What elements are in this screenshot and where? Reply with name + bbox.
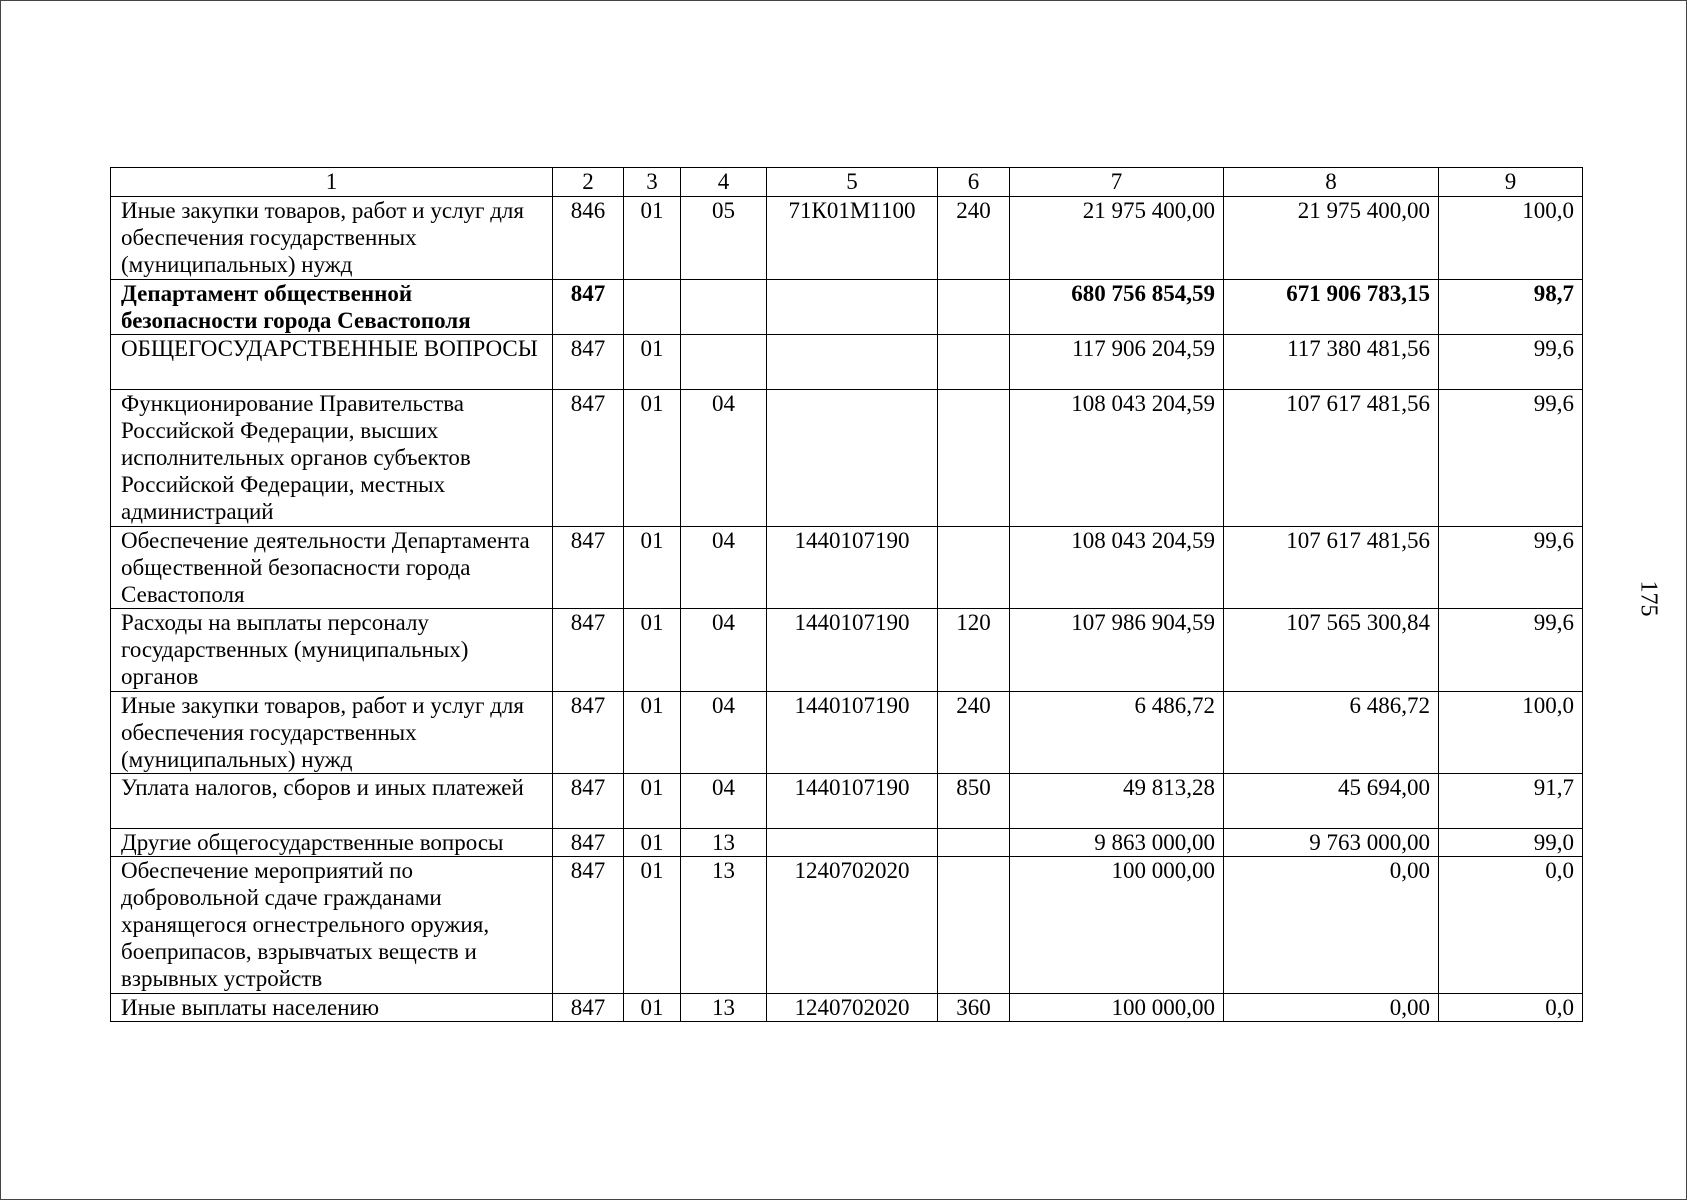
table-row (111, 280, 1583, 335)
actual-amount-cell: 671 906 783,15 (1224, 280, 1439, 335)
actual-amount-cell: 0,00 (1224, 994, 1439, 1022)
target-article-cell: 1440107190 (767, 692, 938, 774)
ministry-code-cell: 847 (553, 527, 624, 609)
subsection-code-cell: 13 (681, 994, 767, 1022)
expense-type-cell: 850 (938, 774, 1010, 829)
planned-amount-cell: 21 975 400,00 (1010, 197, 1224, 280)
actual-amount-cell: 107 617 481,56 (1224, 390, 1439, 527)
planned-amount-cell: 680 756 854,59 (1010, 280, 1224, 335)
percent-cell: 99,6 (1439, 609, 1583, 692)
table-row (111, 390, 1583, 527)
planned-amount-cell: 108 043 204,59 (1010, 527, 1224, 609)
expense-type-cell (938, 527, 1010, 609)
ministry-code-cell: 847 (553, 994, 624, 1022)
section-code-cell: 01 (624, 692, 681, 774)
percent-cell: 99,0 (1439, 829, 1583, 857)
budget-execution-table (110, 167, 1583, 1022)
subsection-code-cell (681, 280, 767, 335)
section-code-cell: 01 (624, 829, 681, 857)
actual-amount-cell: 6 486,72 (1224, 692, 1439, 774)
subsection-code-cell: 04 (681, 390, 767, 527)
ministry-code-cell: 847 (553, 829, 624, 857)
expense-type-cell (938, 390, 1010, 527)
header-cell: 4 (681, 168, 767, 197)
ministry-code-cell: 846 (553, 197, 624, 280)
table-row (111, 774, 1583, 829)
planned-amount-cell: 49 813,28 (1010, 774, 1224, 829)
actual-amount-cell: 107 565 300,84 (1224, 609, 1439, 692)
table-row (111, 335, 1583, 390)
header-cell: 5 (767, 168, 938, 197)
target-article-cell: 1440107190 (767, 774, 938, 829)
planned-amount-cell: 100 000,00 (1010, 857, 1224, 994)
row-name-cell: ОБЩЕГОСУДАРСТВЕННЫЕ ВОПРОСЫ (111, 335, 553, 390)
ministry-code-cell: 847 (553, 609, 624, 692)
expense-type-cell (938, 857, 1010, 994)
ministry-code-cell: 847 (553, 774, 624, 829)
target-article-cell (767, 335, 938, 390)
percent-cell: 99,6 (1439, 335, 1583, 390)
subsection-code-cell (681, 335, 767, 390)
percent-cell: 0,0 (1439, 857, 1583, 994)
row-name-cell: Иные выплаты населению (111, 994, 553, 1022)
page-number: 175 (1635, 580, 1662, 617)
actual-amount-cell: 0,00 (1224, 857, 1439, 994)
planned-amount-cell: 107 986 904,59 (1010, 609, 1224, 692)
header-cell: 2 (553, 168, 624, 197)
percent-cell: 91,7 (1439, 774, 1583, 829)
planned-amount-cell: 9 863 000,00 (1010, 829, 1224, 857)
percent-cell: 100,0 (1439, 197, 1583, 280)
subsection-code-cell: 04 (681, 774, 767, 829)
row-name-cell: Департамент общественной безопасности города Севастополя (111, 280, 553, 335)
row-name-cell: Функционирование Правительства Российской Федерации, высших исполнительных органов субъектов Российской Федерации, местных администраций (111, 390, 553, 527)
actual-amount-cell: 21 975 400,00 (1224, 197, 1439, 280)
ministry-code-cell: 847 (553, 692, 624, 774)
expense-type-cell (938, 829, 1010, 857)
percent-cell: 99,6 (1439, 390, 1583, 527)
row-name-cell: Уплата налогов, сборов и иных платежей (111, 774, 553, 829)
subsection-code-cell: 04 (681, 692, 767, 774)
expense-type-cell (938, 335, 1010, 390)
target-article-cell (767, 280, 938, 335)
planned-amount-cell: 6 486,72 (1010, 692, 1224, 774)
row-name-cell: Обеспечение мероприятий по добровольной сдаче гражданами хранящегося огнестрельного оружия, боеприпасов, взрывчатых веществ и взрывных устройств (111, 857, 553, 994)
table-row (111, 197, 1583, 280)
table-row (111, 527, 1583, 609)
actual-amount-cell: 9 763 000,00 (1224, 829, 1439, 857)
subsection-code-cell: 04 (681, 609, 767, 692)
expense-type-cell: 360 (938, 994, 1010, 1022)
actual-amount-cell: 45 694,00 (1224, 774, 1439, 829)
header-cell: 9 (1439, 168, 1583, 197)
section-code-cell: 01 (624, 774, 681, 829)
row-name-cell: Обеспечение деятельности Департамента общественной безопасности города Севастополя (111, 527, 553, 609)
table-row (111, 994, 1583, 1022)
header-cell: 3 (624, 168, 681, 197)
expense-type-cell (938, 280, 1010, 335)
percent-cell: 98,7 (1439, 280, 1583, 335)
section-code-cell: 01 (624, 527, 681, 609)
expense-type-cell: 120 (938, 609, 1010, 692)
target-article-cell: 71К01М1100 (767, 197, 938, 280)
subsection-code-cell: 04 (681, 527, 767, 609)
target-article-cell: 1240702020 (767, 857, 938, 994)
actual-amount-cell: 107 617 481,56 (1224, 527, 1439, 609)
subsection-code-cell: 13 (681, 857, 767, 994)
section-code-cell: 01 (624, 857, 681, 994)
target-article-cell: 1440107190 (767, 527, 938, 609)
ministry-code-cell: 847 (553, 335, 624, 390)
planned-amount-cell: 108 043 204,59 (1010, 390, 1224, 527)
row-name-cell: Иные закупки товаров, работ и услуг для обеспечения государственных (муниципальных) нужд (111, 197, 553, 280)
expense-type-cell: 240 (938, 692, 1010, 774)
table-row (111, 692, 1583, 774)
header-cell: 1 (111, 168, 553, 197)
planned-amount-cell: 117 906 204,59 (1010, 335, 1224, 390)
percent-cell: 99,6 (1439, 527, 1583, 609)
subsection-code-cell: 13 (681, 829, 767, 857)
row-name-cell: Другие общегосударственные вопросы (111, 829, 553, 857)
row-name-cell: Расходы на выплаты персоналу государственных (муниципальных) органов (111, 609, 553, 692)
actual-amount-cell: 117 380 481,56 (1224, 335, 1439, 390)
table-row (111, 857, 1583, 994)
section-code-cell: 01 (624, 335, 681, 390)
section-code-cell (624, 280, 681, 335)
planned-amount-cell: 100 000,00 (1010, 994, 1224, 1022)
header-cell: 7 (1010, 168, 1224, 197)
table-row (111, 609, 1583, 692)
target-article-cell: 1240702020 (767, 994, 938, 1022)
ministry-code-cell: 847 (553, 857, 624, 994)
percent-cell: 0,0 (1439, 994, 1583, 1022)
target-article-cell (767, 390, 938, 527)
header-cell: 6 (938, 168, 1010, 197)
row-name-cell: Иные закупки товаров, работ и услуг для обеспечения государственных (муниципальных) нужд (111, 692, 553, 774)
ministry-code-cell: 847 (553, 280, 624, 335)
header-cell: 8 (1224, 168, 1439, 197)
section-code-cell: 01 (624, 197, 681, 280)
ministry-code-cell: 847 (553, 390, 624, 527)
section-code-cell: 01 (624, 994, 681, 1022)
subsection-code-cell: 05 (681, 197, 767, 280)
percent-cell: 100,0 (1439, 692, 1583, 774)
expense-type-cell: 240 (938, 197, 1010, 280)
target-article-cell (767, 829, 938, 857)
column-number-header-row (111, 168, 1583, 197)
section-code-cell: 01 (624, 609, 681, 692)
target-article-cell: 1440107190 (767, 609, 938, 692)
table-row (111, 829, 1583, 857)
section-code-cell: 01 (624, 390, 681, 527)
